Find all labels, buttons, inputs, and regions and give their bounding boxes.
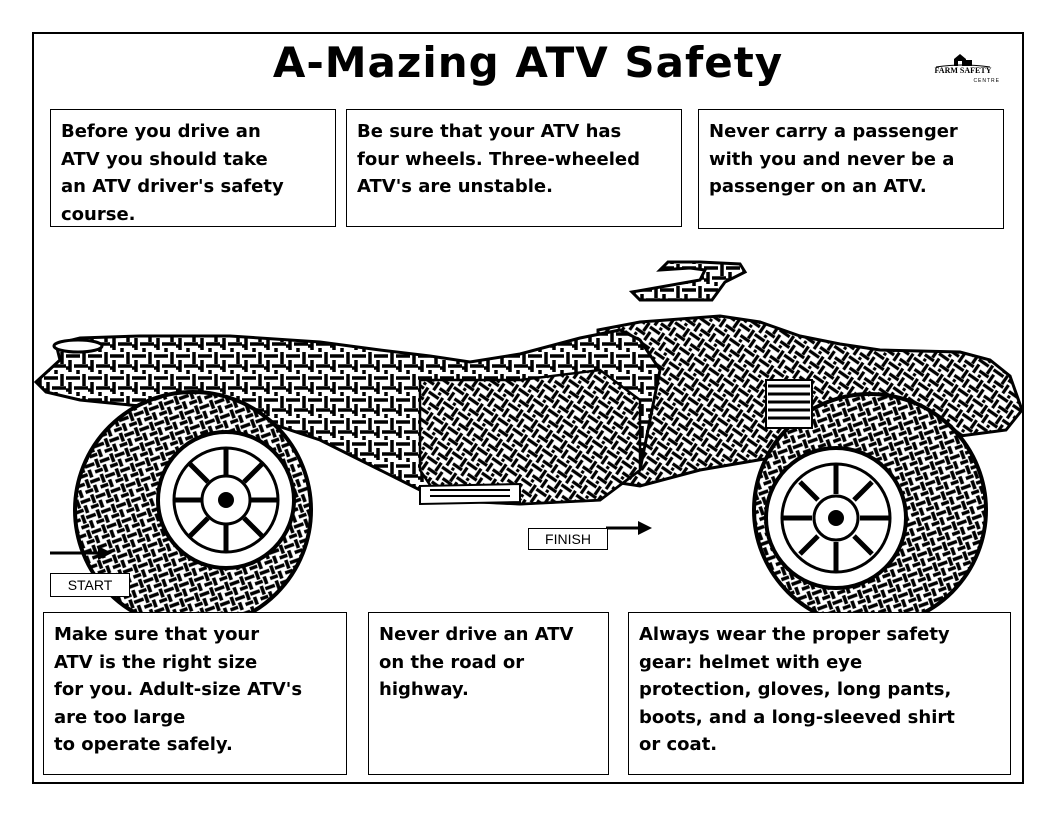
suspension-spring xyxy=(766,380,812,428)
logo-text: FARM SAFETY xyxy=(934,66,992,75)
tip-box-safety-course: Before you drive an ATV you should take an ATV driver's safety course. xyxy=(50,109,336,227)
finish-label: FINISH xyxy=(528,528,608,550)
finish-arrow-icon xyxy=(606,521,652,535)
page-title: A-Mazing ATV Safety xyxy=(272,38,784,87)
tip-box-right-size: Make sure that your ATV is the right size for you. Adult-size ATV's are too large to operate safely. xyxy=(43,612,347,775)
logo-subtext: CENTRE xyxy=(973,78,1000,84)
tip-box-no-road: Never drive an ATV on the road or highway. xyxy=(368,612,609,775)
tip-box-four-wheels: Be sure that your ATV has four wheels. Three-wheeled ATV's are unstable. xyxy=(346,109,682,227)
tip-box-no-passengers: Never carry a passenger with you and never be a passenger on an ATV. xyxy=(698,109,1004,229)
start-label: START xyxy=(50,573,130,597)
tip-box-safety-gear: Always wear the proper safety gear: helmet with eye protection, gloves, long pants, boots, and a long-sleeved shirt or coat. xyxy=(628,612,1011,775)
